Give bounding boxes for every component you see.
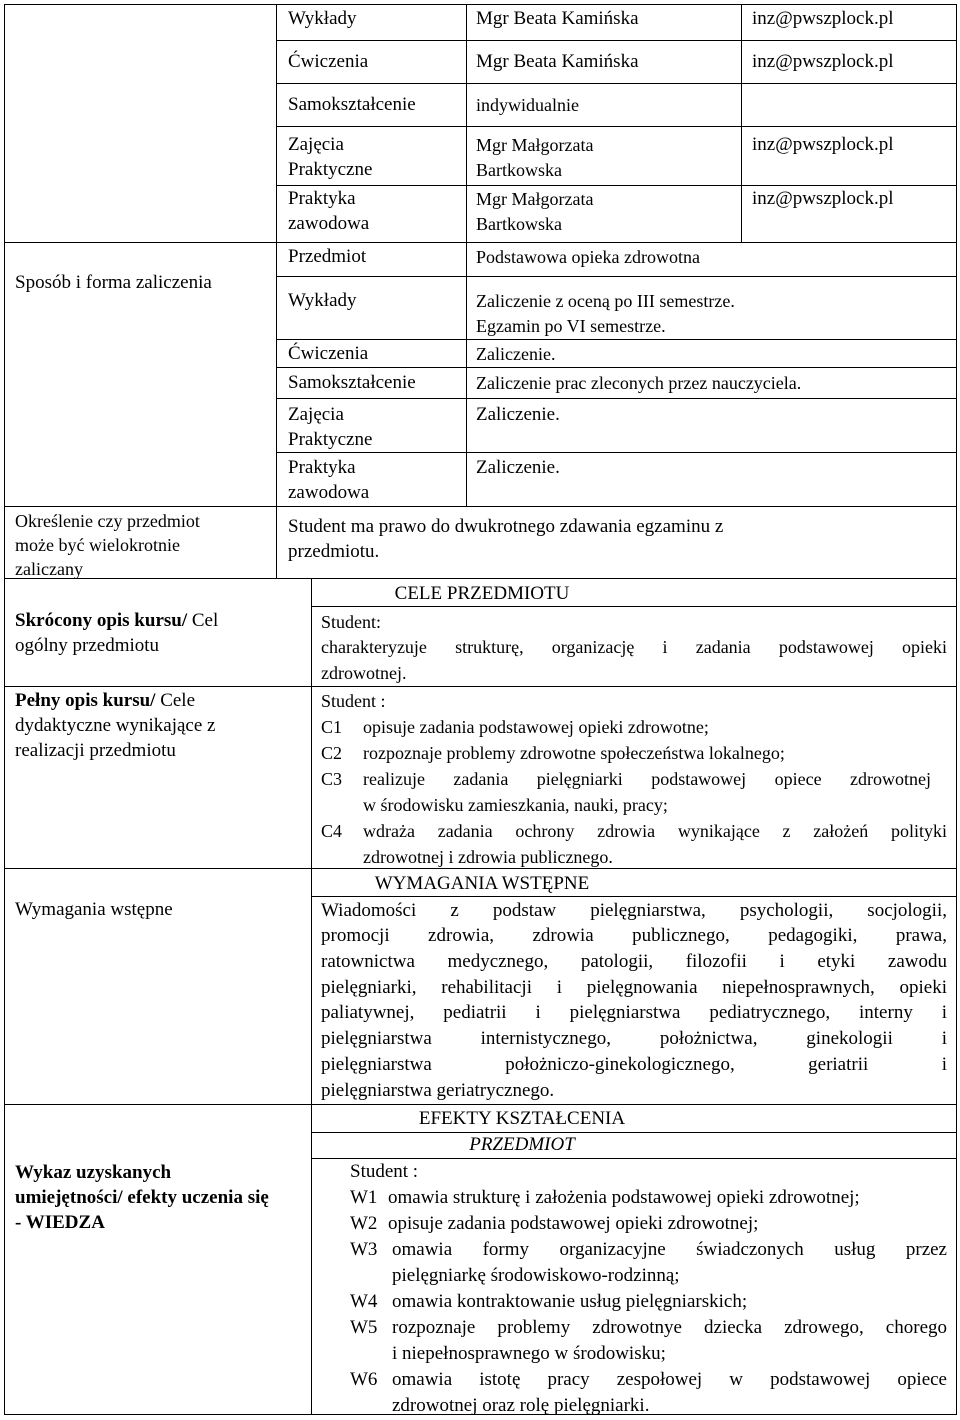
section-heading-wymagania: WYMAGANIA WSTĘPNE — [374, 873, 590, 894]
teacher-email: inz@pwszplock.pl — [752, 8, 894, 29]
section-label-wymagania: Wymagania wstępne — [15, 899, 173, 920]
teacher-name: Bartkowska — [476, 160, 562, 180]
cel-ogolny-text: charakteryzuje strukturę, organizację i zadania podstawowej opieki — [321, 637, 947, 657]
list-number: C1 — [321, 717, 343, 737]
wymagania-line: pielęgniarstwa położniczo-ginekologicznego, geriatrii i — [321, 1054, 947, 1075]
list-item: opisuje zadania podstawowej opieki zdrowotnej; — [388, 1213, 759, 1234]
wymagania-line: paliatywnej, pediatrii i pielęgniarstwa pediatrycznego, interny i — [321, 1002, 947, 1023]
row-type: zawodowa — [288, 213, 370, 234]
divider — [276, 398, 957, 399]
row-value: Zaliczenie. — [476, 457, 560, 478]
section-label-wielokrotnie: może być wielokrotnie — [15, 535, 180, 555]
list-number: W5 — [350, 1317, 378, 1338]
wymagania-line: ratownictwa medycznego, patologii, filozofii i etyki zawodu — [321, 951, 947, 972]
teacher-name: Mgr Beata Kamińska — [476, 8, 639, 29]
teacher-name: Bartkowska — [476, 214, 562, 234]
divider — [4, 686, 957, 687]
row-type: Wykłady — [288, 8, 357, 29]
list-number: C4 — [321, 821, 343, 841]
list-item: rozpoznaje problemy zdrowotnye dziecka zdrowego, chorego — [392, 1317, 947, 1338]
row-type: Zajęcia — [288, 134, 344, 155]
student-label: Student: — [321, 612, 382, 632]
teacher-name: indywidualnie — [476, 95, 579, 115]
list-number: C3 — [321, 769, 343, 789]
row-value: Zaliczenie z oceną po III semestrze. — [476, 291, 735, 311]
teacher-email: inz@pwszplock.pl — [752, 188, 894, 209]
list-number: W6 — [350, 1369, 378, 1390]
divider — [276, 40, 957, 41]
list-item: opisuje zadania podstawowej opieki zdrowotne; — [363, 717, 709, 737]
divider — [4, 578, 957, 579]
divider — [276, 452, 957, 453]
row-value: Zaliczenie. — [476, 404, 560, 425]
label-bold: Skrócony opis kursu/ — [15, 610, 188, 631]
divider — [4, 506, 957, 507]
section-label-efekty: - WIEDZA — [15, 1212, 105, 1233]
row-type: Praktyka — [288, 457, 356, 478]
section-heading-cele: CELE PRZEDMIOTU — [394, 583, 570, 604]
divider — [276, 276, 957, 277]
section-label-cel-ogolny — [15, 608, 218, 634]
cel-ogolny-text: zdrowotnej. — [321, 663, 407, 683]
row-type: Praktyczne — [288, 159, 373, 180]
list-item: omawia istotę pracy zespołowej w podstawowej opiece — [392, 1369, 947, 1390]
list-item: rozpoznaje problemy zdrowotne społeczeństwa lokalnego; — [363, 743, 785, 763]
divider — [276, 339, 957, 340]
row-value: Egzamin po VI semestrze. — [476, 316, 666, 336]
teacher-name: Mgr Małgorzata — [476, 135, 594, 155]
list-item: i niepełnosprawnego w środowisku; — [392, 1343, 666, 1364]
wymagania-line: pielęgniarstwa geriatrycznego. — [321, 1080, 555, 1101]
row-type: Praktyczne — [288, 429, 373, 450]
section-label-efekty: umiejętności/ efekty uczenia się — [15, 1187, 269, 1208]
teacher-name: Mgr Małgorzata — [476, 189, 594, 209]
divider — [276, 83, 957, 84]
section-label-zaliczenie: Sposób i forma zaliczenia — [15, 272, 212, 293]
row-type: Ćwiczenia — [288, 51, 369, 72]
row-value: Zaliczenie prac zleconych przez nauczyciela. — [476, 373, 802, 393]
section-label-wielokrotnie: zaliczany — [15, 559, 83, 579]
wymagania-line: pielęgniarstwa internistycznego, położnictwa, ginekologii i — [321, 1028, 947, 1049]
teacher-email: inz@pwszplock.pl — [752, 51, 894, 72]
list-item: zdrowotnej oraz rolę pielęgniarki. — [392, 1395, 650, 1416]
section-label-cele-dydaktyczne: dydaktyczne wynikające z — [15, 715, 216, 736]
row-type: Wykłady — [288, 290, 357, 311]
list-item: omawia kontraktowanie usług pielęgniarskich; — [392, 1291, 748, 1312]
table-border-top — [4, 4, 957, 5]
section-heading-efekty: EFEKTY KSZTAŁCENIA — [418, 1108, 626, 1129]
divider — [4, 242, 957, 243]
list-item: realizuje zadania pielęgniarki podstawowej opiece zdrowotnej — [363, 769, 931, 789]
list-number: W3 — [350, 1239, 378, 1260]
list-item: wdraża zadania ochrony zdrowia wynikające z założeń polityki — [363, 821, 947, 841]
list-number: W2 — [350, 1213, 378, 1234]
section-label-cele-dydaktyczne — [15, 688, 195, 714]
label-rest: Cele — [155, 690, 196, 711]
student-label: Student : — [321, 691, 386, 711]
list-item: pielęgniarkę środowiskowo-rodzinną; — [392, 1265, 680, 1286]
section-label-efekty: Wykaz uzyskanych — [15, 1162, 172, 1183]
wymagania-line: Wiadomości z podstaw pielęgniarstwa, psychologii, socjologii, — [321, 900, 947, 921]
divider — [466, 4, 467, 506]
list-number: W4 — [350, 1291, 378, 1312]
list-number: W1 — [350, 1187, 378, 1208]
teacher-name: Mgr Beata Kamińska — [476, 51, 639, 72]
section-label-wielokrotnie: Określenie czy przedmiot — [15, 511, 200, 531]
list-item: omawia strukturę i założenia podstawowej opieki zdrowotnej; — [388, 1187, 860, 1208]
divider — [276, 4, 277, 578]
wielokrotnie-text: przedmiotu. — [288, 541, 380, 562]
list-item: w środowisku zamieszkania, nauki, pracy; — [363, 795, 668, 815]
list-item: omawia formy organizacyjne świadczonych usług przez — [392, 1239, 947, 1260]
list-number: C2 — [321, 743, 343, 763]
table-border-right — [956, 4, 957, 1415]
row-type: Praktyka — [288, 188, 356, 209]
table-border-left — [4, 4, 5, 1415]
header-right: Podstawowa opieka zdrowotna — [476, 247, 700, 267]
divider — [311, 578, 312, 1415]
wielokrotnie-text: Student ma prawo do dwukrotnego zdawania egzaminu z — [288, 516, 724, 537]
wymagania-line: promocji zdrowia, zdrowia publicznego, pedagogiki, prawa, — [321, 925, 947, 946]
divider — [276, 126, 957, 127]
section-subheading-przedmiot: PRZEDMIOT — [469, 1134, 575, 1155]
label-bold: Pełny opis kursu/ — [15, 690, 156, 711]
row-value: Zaliczenie. — [476, 344, 556, 364]
row-type: Samokształcenie — [288, 372, 416, 393]
list-item: zdrowotnej i zdrowia publicznego. — [363, 847, 613, 867]
label-rest: Cel — [187, 610, 219, 631]
section-label-cele-dydaktyczne: realizacji przedmiotu — [15, 740, 176, 761]
section-label-cel-ogolny: ogólny przedmiotu — [15, 635, 160, 656]
wymagania-line: pielęgniarki, rehabilitacji i pielęgnowania niepełnosprawnych, opieki — [321, 977, 947, 998]
student-label: Student : — [350, 1161, 419, 1182]
header-left: Przedmiot — [288, 246, 367, 267]
row-type: Samokształcenie — [288, 94, 416, 115]
row-type: Ćwiczenia — [288, 343, 369, 364]
teacher-email: inz@pwszplock.pl — [752, 134, 894, 155]
divider — [4, 1104, 957, 1105]
row-type: zawodowa — [288, 482, 370, 503]
row-type: Zajęcia — [288, 404, 344, 425]
divider — [276, 367, 957, 368]
